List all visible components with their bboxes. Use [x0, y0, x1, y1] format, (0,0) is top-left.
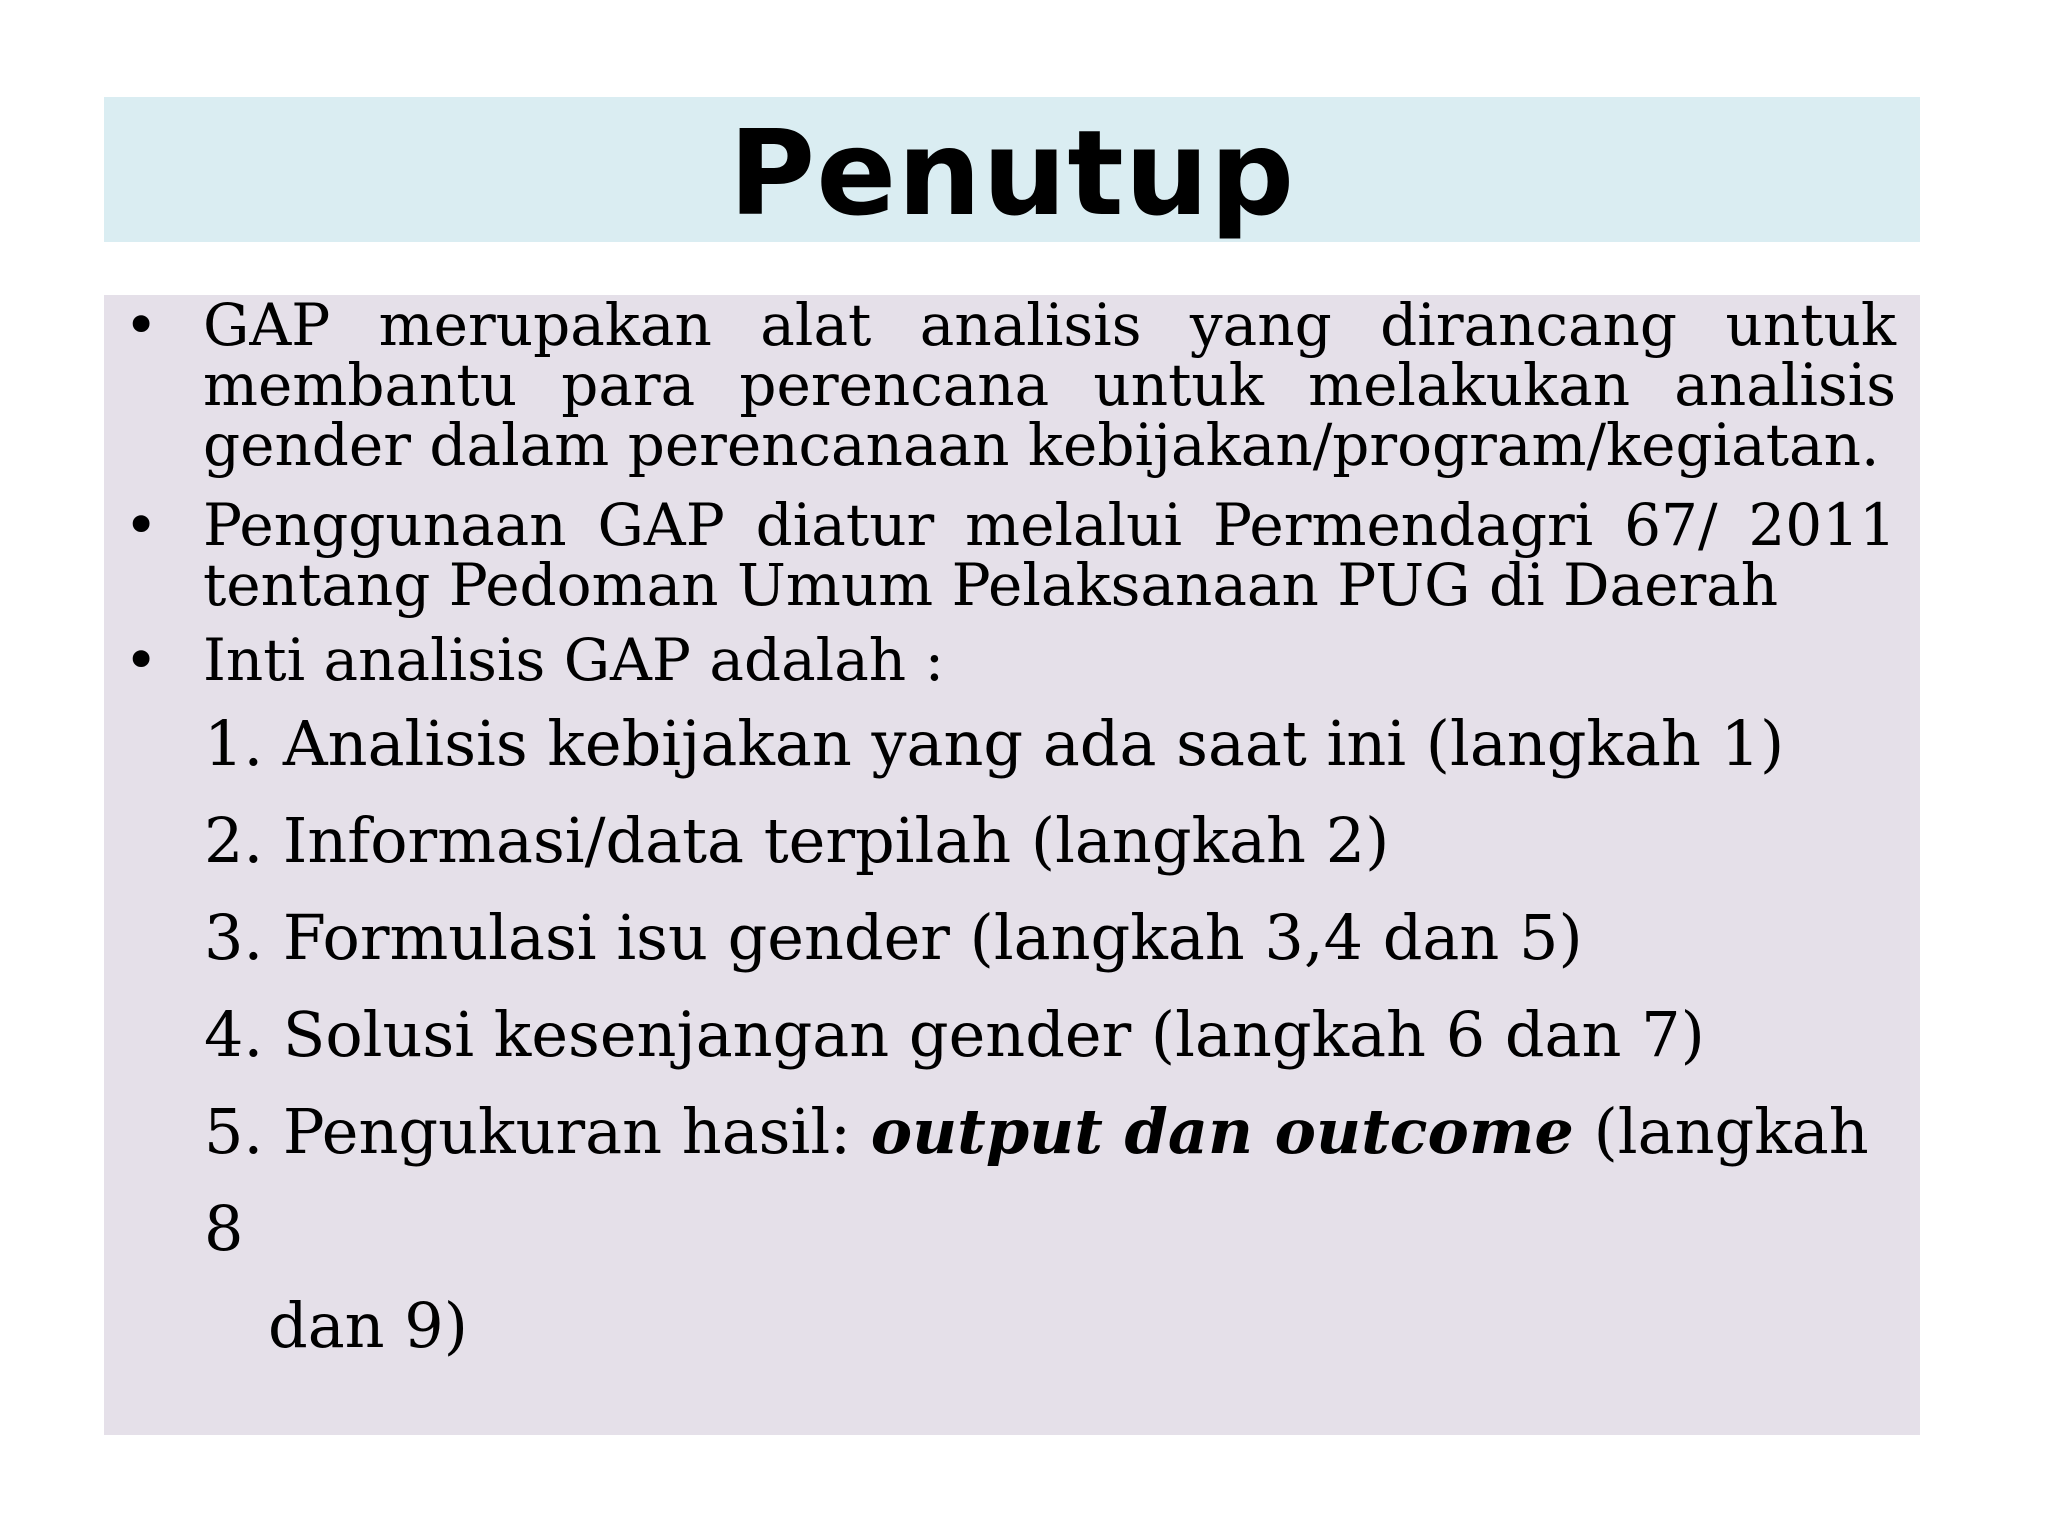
- step-5-suffix: (langkah 8: [204, 1095, 1869, 1265]
- bullet-icon: •: [124, 626, 159, 694]
- step-item-5-continuation: dan 9): [268, 1289, 468, 1362]
- step-5-emphasis: output dan outcome: [870, 1095, 1574, 1168]
- step-item-1: 1. Analisis kebijakan yang ada saat ini (langkah 1): [204, 707, 1785, 780]
- step-5-prefix: 5. Pengukuran hasil:: [204, 1095, 871, 1168]
- content-box: [104, 291, 1920, 1435]
- bullet-icon: •: [124, 491, 159, 559]
- step-item-2: 2. Informasi/data terpilah (langkah 2): [204, 804, 1390, 877]
- step-item-4: 4. Solusi kesenjangan gender (langkah 6 dan 7): [204, 998, 1705, 1071]
- step-item-5: [204, 1083, 1896, 1277]
- bullet-item-2: [104, 491, 1920, 619]
- bullet-item-3: [104, 626, 1920, 694]
- bullet-text: Penggunaan GAP diatur melalui Permendagri 67/ 2011 tentang Pedoman Umum Pelaksanaan PUG di Daerah: [203, 491, 1896, 619]
- title-bar: [104, 97, 1920, 242]
- bullet-icon: •: [124, 291, 159, 359]
- bullet-text: GAP merupakan alat analisis yang dirancang untuk membantu para perencana untuk melakukan analisis gender dalam perencanaan kebijakan/program/kegiatan.: [203, 291, 1896, 479]
- bullet-item-1: [104, 291, 1920, 479]
- steps-list: [204, 695, 1896, 1374]
- step-item-3: 3. Formulasi isu gender (langkah 3,4 dan 5): [204, 901, 1583, 974]
- slide-title: Penutup: [728, 103, 1296, 242]
- bullet-text: Inti analisis GAP adalah :: [203, 626, 945, 694]
